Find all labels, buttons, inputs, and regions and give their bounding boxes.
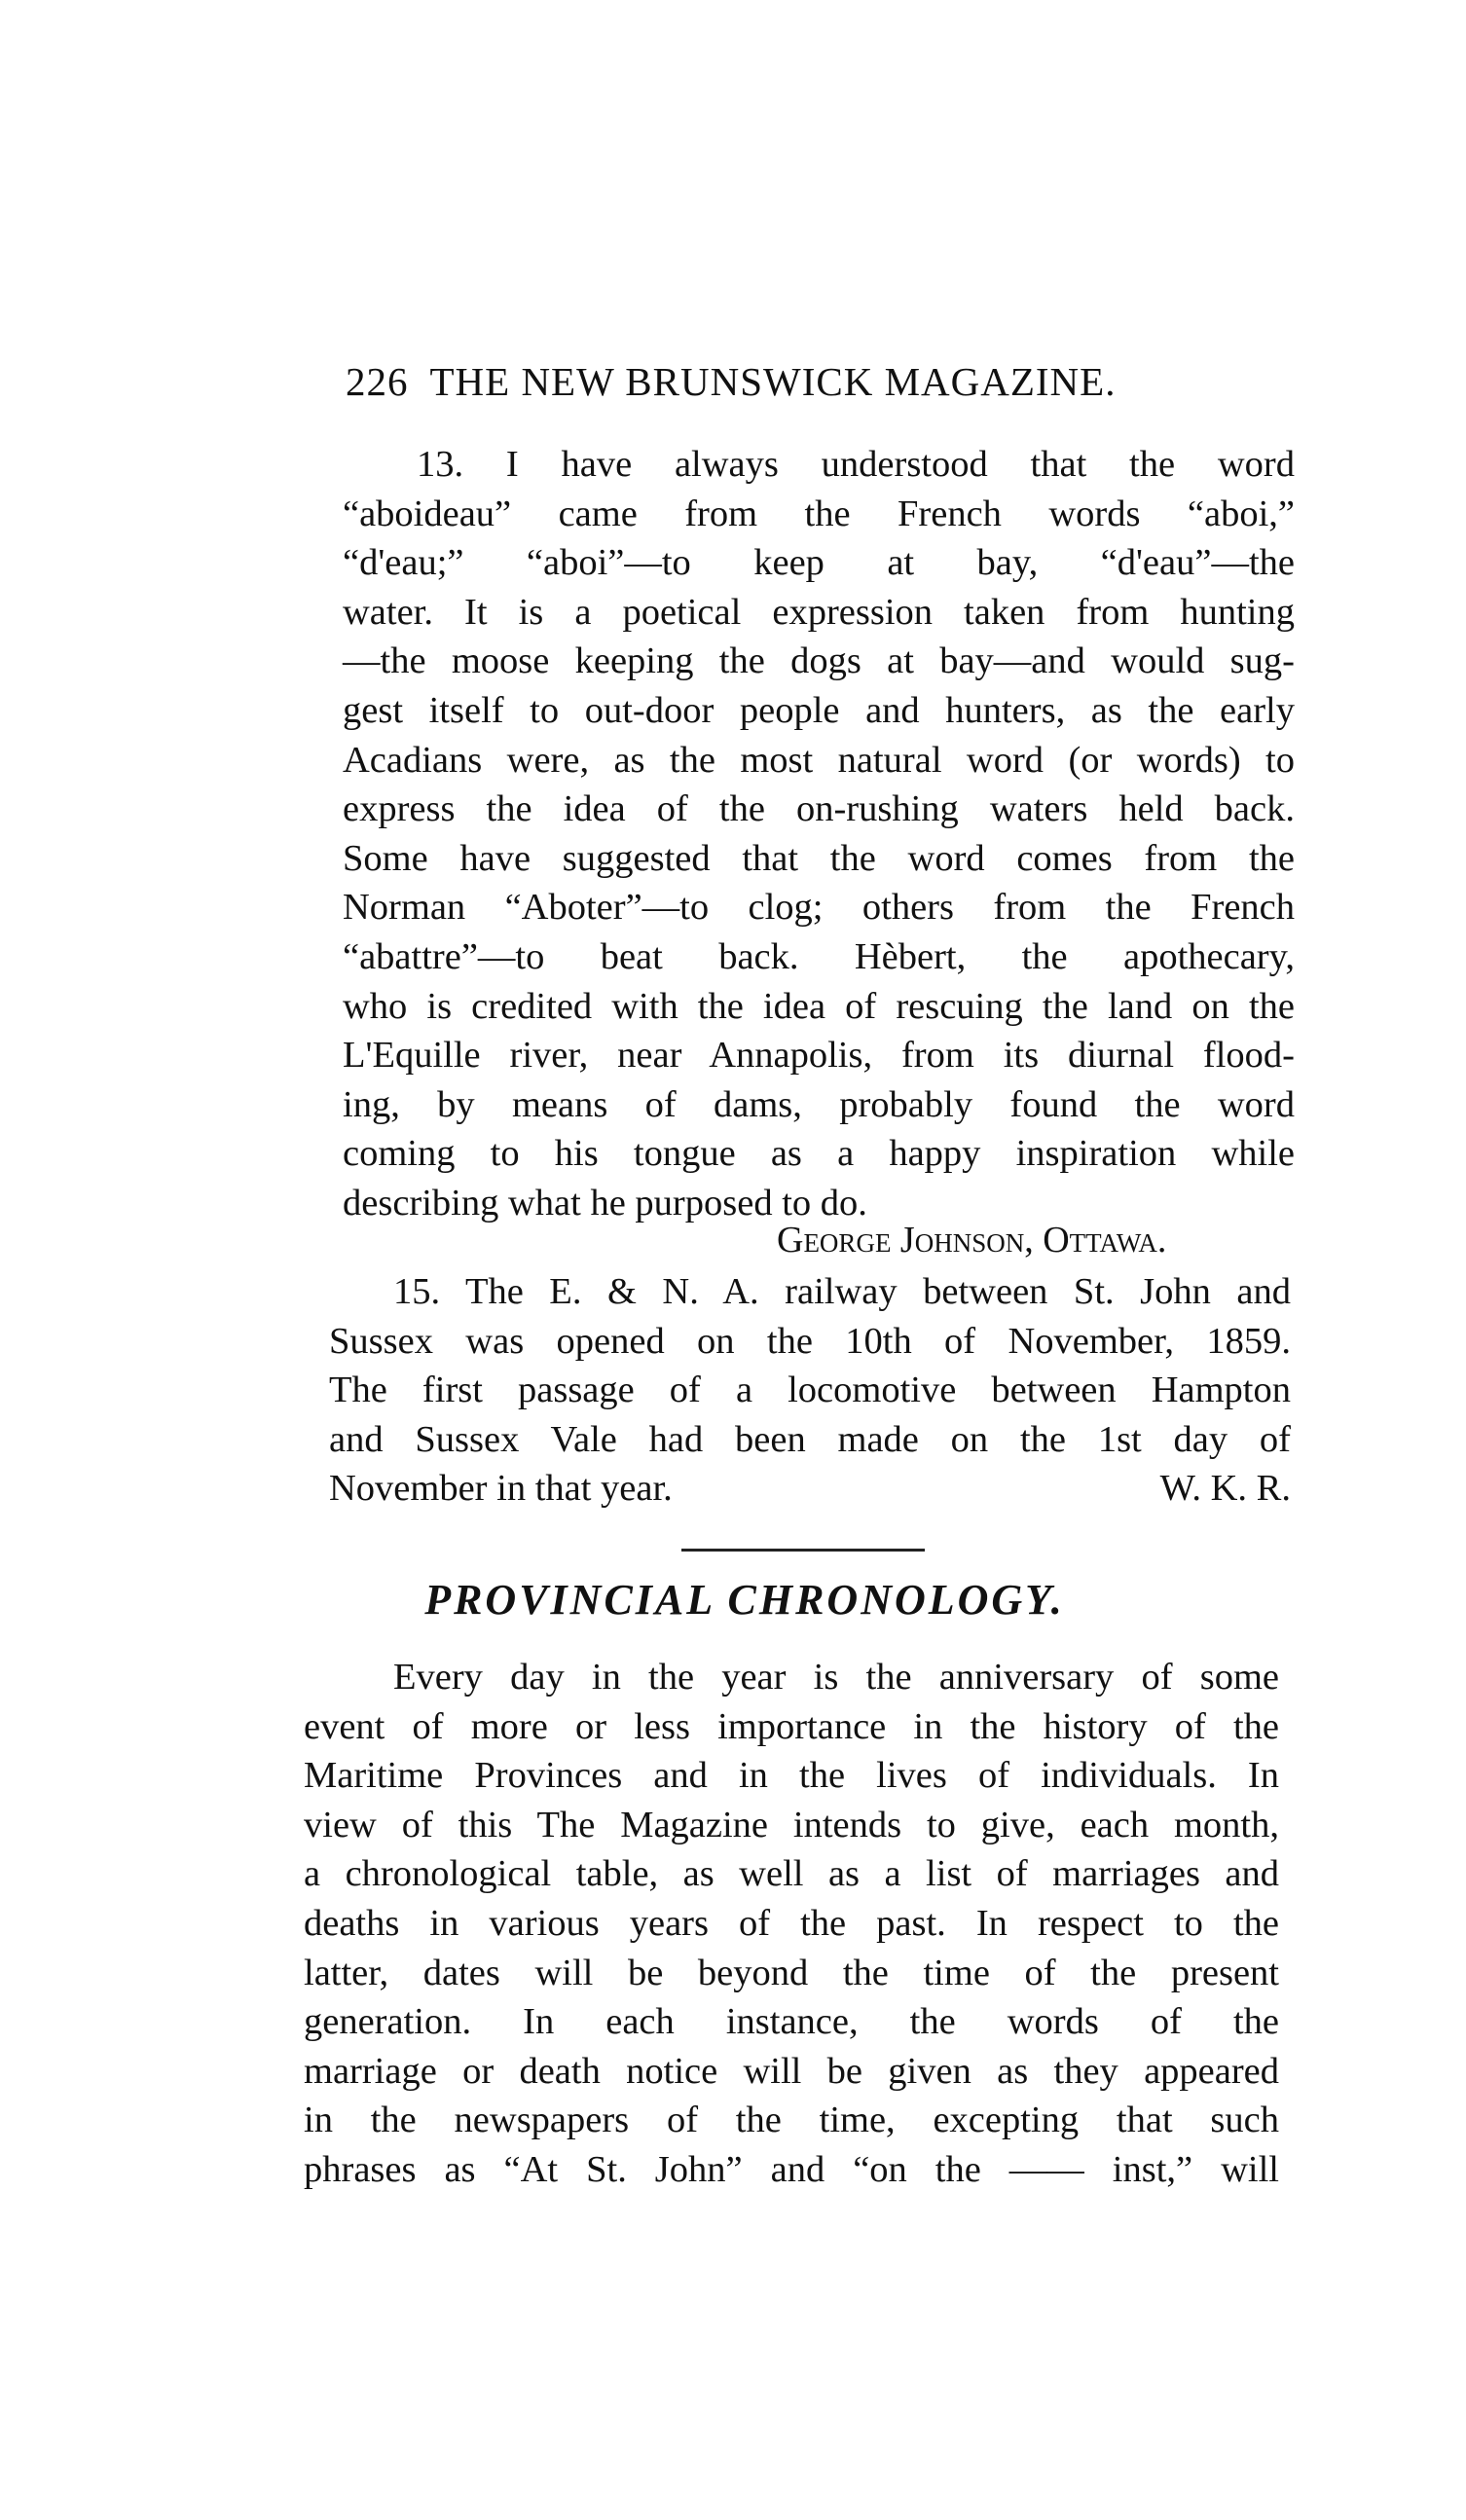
text-line: “abattre”—to beat back. Hèbert, the apothecary, [343, 935, 1295, 977]
text-line-with-signature [329, 1464, 1291, 1514]
page-number: 226 [346, 359, 409, 404]
text-line: L'Equille river, near Annapolis, from its diurnal flood- [343, 1035, 1295, 1077]
text-line: 13. I have always understood that the word [417, 444, 1295, 485]
running-title: THE NEW BRUNSWICK MAGAZINE. [429, 359, 1117, 404]
section-divider [681, 1549, 925, 1552]
page-header [346, 358, 1202, 405]
text-line: The first passage of a locomotive between Hampton [329, 1370, 1291, 1411]
note-13-signature: George Johnson, Ottawa. [777, 1220, 1167, 1260]
chronology-paragraph [304, 1653, 1279, 2195]
text-line: 15. The E. & N. A. railway between St. John and [393, 1271, 1291, 1312]
text-line: a chronological table, as well as a list of marriages and [304, 1853, 1279, 1895]
text-line: marriage or death notice will be given as they appeared [304, 2050, 1279, 2092]
text-line: Norman “Aboter”—to clog; others from the French [343, 887, 1295, 929]
text-line: “aboideau” came from the French words “aboi,” [343, 493, 1295, 534]
text-line: coming to his tongue as a happy inspiration while [343, 1133, 1295, 1175]
text-line: and Sussex Vale had been made on the 1st day of [329, 1418, 1291, 1460]
text-line: Acadians were, as the most natural word (or words) to [343, 739, 1295, 781]
note-15-signature: W. K. R. [1159, 1468, 1291, 1510]
text-line: Sussex was opened on the 10th of November, 1859. [329, 1320, 1291, 1362]
text-line: gest itself to out-door people and hunters, as the early [343, 689, 1295, 731]
text-line: describing what he purposed to do. [343, 1182, 867, 1223]
text-line: ing, by means of dams, probably found the word [343, 1083, 1295, 1125]
text-line: Some have suggested that the word comes from the [343, 837, 1295, 879]
text-line: who is credited with the idea of rescuing the land on the [343, 985, 1295, 1027]
text-line-final: November in that year. [329, 1468, 673, 1510]
text-line: Maritime Provinces and in the lives of individuals. In [304, 1755, 1279, 1797]
text-line: deaths in various years of the past. In respect to the [304, 1902, 1279, 1944]
text-line: Every day in the year is the anniversary of some [393, 1657, 1279, 1698]
text-line: water. It is a poetical expression taken from hunting [343, 591, 1295, 633]
note-13-paragraph [343, 440, 1295, 1228]
text-line: phrases as “At St. John” and “on the —— inst,” will [304, 2148, 1279, 2190]
text-line: —the moose keeping the dogs at bay—and would sug- [343, 640, 1295, 682]
text-line: latter, dates will be beyond the time of the present [304, 1952, 1279, 1993]
note-15-paragraph [329, 1267, 1291, 1514]
section-heading: PROVINCIAL CHRONOLOGY. [424, 1576, 1065, 1624]
text-line: generation. In each instance, the words of the [304, 2001, 1279, 2043]
text-line: view of this The Magazine intends to give, each month, [304, 1804, 1279, 1845]
text-line: in the newspapers of the time, excepting that such [304, 2100, 1279, 2141]
text-line: event of more or less importance in the history of the [304, 1705, 1279, 1747]
text-line: express the idea of the on-rushing waters held back. [343, 788, 1295, 830]
text-line: “d'eau;” “aboi”—to keep at bay, “d'eau”—the [343, 542, 1295, 584]
